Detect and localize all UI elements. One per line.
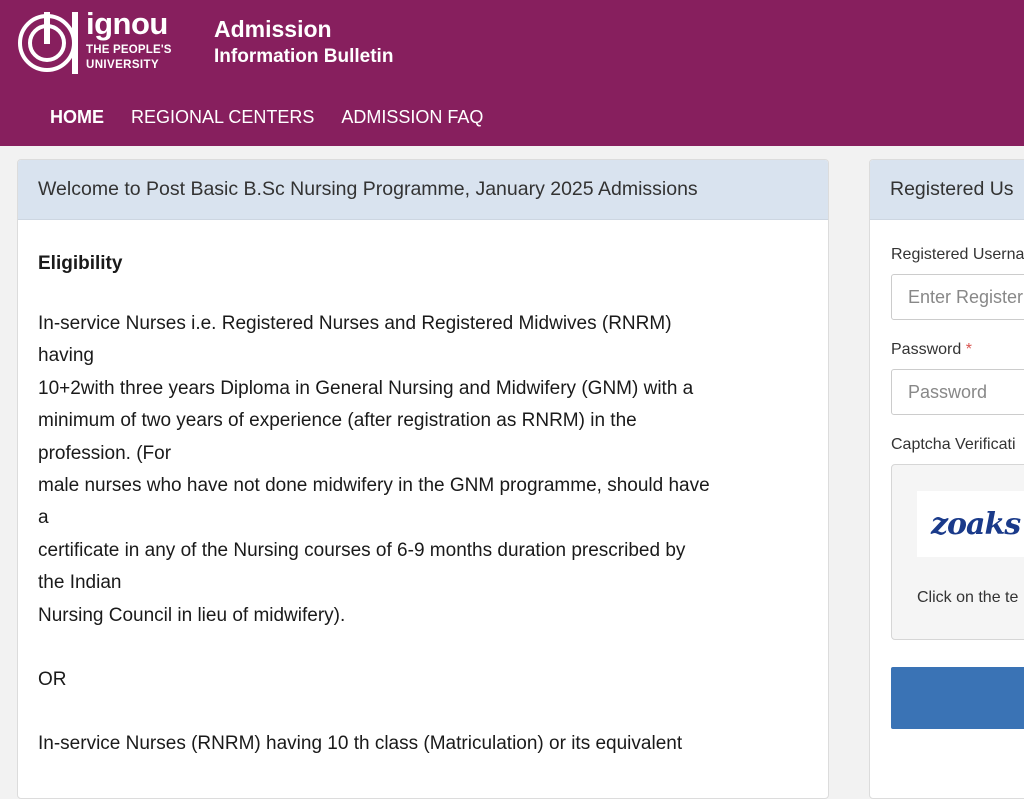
eligibility-line: In-service Nurses (RNRM) having 10 th class (Matriculation) or its equivalent	[38, 733, 683, 755]
site-title-line-2: Information Bulletin	[214, 46, 394, 67]
eligibility-line: profession. (For	[38, 442, 172, 464]
captcha-text: zoaks	[931, 506, 1021, 542]
captcha-box	[891, 464, 1024, 640]
eligibility-line: male nurses who have not done midwifery in the GNM programme, should have	[38, 475, 710, 497]
programme-title: Welcome to Post Basic B.Sc Nursing Programme, January 2025 Admissions	[18, 160, 828, 220]
login-submit-button[interactable]	[891, 667, 1024, 729]
ignou-logo[interactable]	[16, 6, 176, 76]
password-label	[891, 341, 1024, 359]
eligibility-line: a	[38, 507, 49, 529]
logo-tagline-2: UNIVERSITY	[86, 59, 160, 71]
site-header	[0, 0, 1024, 146]
spacer	[38, 632, 808, 664]
eligibility-line: having	[38, 345, 94, 367]
nav-item-regional-centers[interactable]: REGIONAL CENTERS	[131, 107, 315, 127]
spacer	[38, 696, 808, 728]
login-panel	[869, 159, 1024, 799]
programme-info-panel	[17, 159, 829, 799]
logo-tagline-1: THE PEOPLE'S	[86, 44, 172, 56]
ignou-emblem-icon	[16, 10, 82, 76]
eligibility-line: minimum of two years of experience (after registration as RNRM) in the	[38, 410, 637, 432]
eligibility-line: the Indian	[38, 572, 122, 594]
or-separator: OR	[38, 669, 67, 691]
logo-wordmark: ignou	[86, 6, 168, 41]
required-marker: *	[965, 341, 972, 358]
username-label: Registered Userna	[891, 246, 1024, 263]
nav-item-admission-faq[interactable]: ADMISSION FAQ	[341, 107, 484, 127]
captcha-label: Captcha Verificati	[891, 436, 1016, 453]
login-form	[870, 220, 1024, 734]
eligibility-line: In-service Nurses i.e. Registered Nurses and Registered Midwives (RNRM)	[38, 313, 672, 334]
eligibility-line: 10+2with three years Diploma in General Nursing and Midwifery (GNM) with a	[38, 377, 694, 399]
eligibility-content	[18, 220, 828, 761]
eligibility-heading: Eligibility	[38, 253, 123, 274]
site-title-line-1: Admission	[214, 16, 332, 42]
main-nav	[50, 107, 483, 128]
nav-item-home[interactable]: HOME	[50, 107, 104, 127]
eligibility-line: Nursing Council in lieu of midwifery).	[38, 604, 346, 626]
captcha-hint: Click on the te	[917, 589, 1019, 606]
captcha-image[interactable]	[917, 491, 1024, 557]
password-input[interactable]	[891, 369, 1024, 415]
eligibility-line: certificate in any of the Nursing courses of 6-9 months duration prescribed by	[38, 539, 686, 561]
password-label-text: Password	[891, 341, 962, 358]
login-title: Registered Us	[870, 160, 1024, 220]
username-input[interactable]	[891, 274, 1024, 320]
